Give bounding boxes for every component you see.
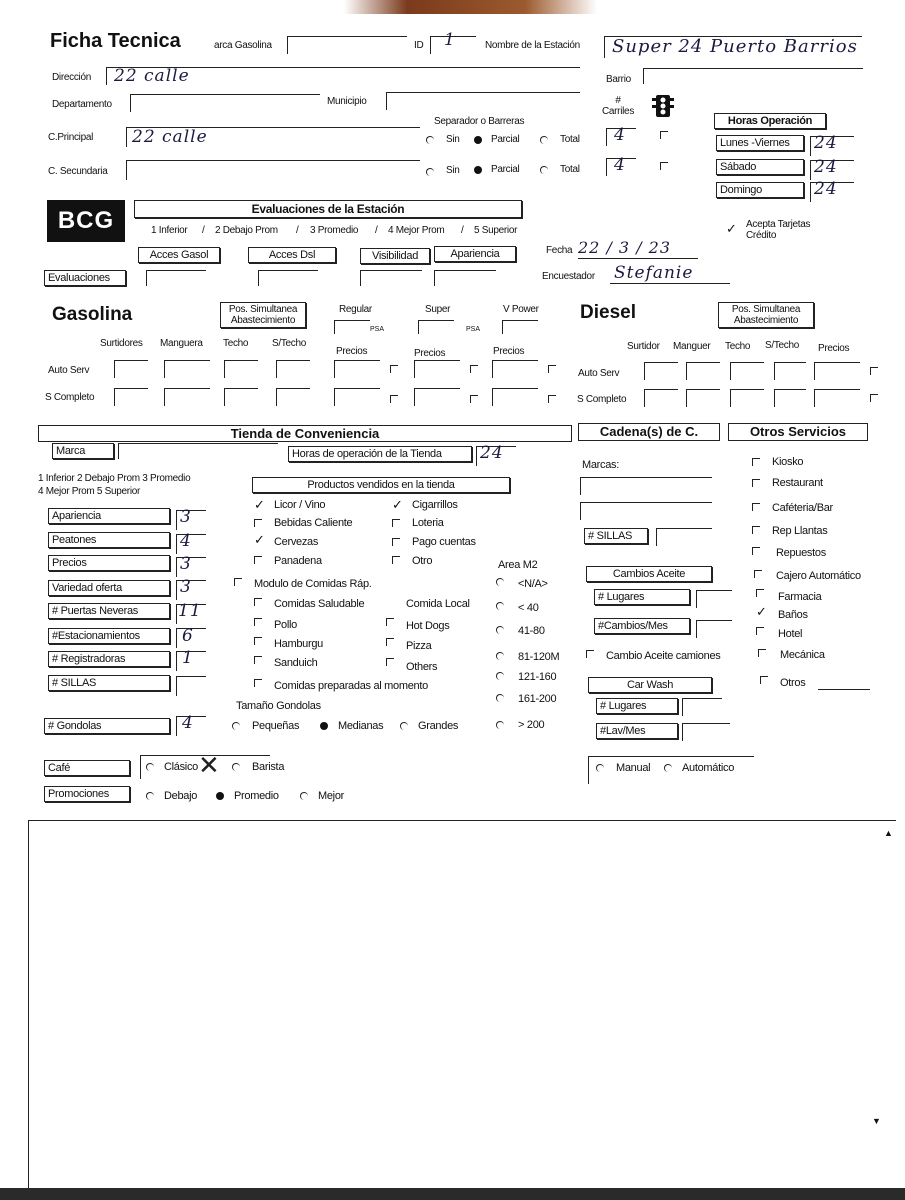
- gas-sc-techo[interactable]: [224, 388, 258, 406]
- principal-sin-label: Sin: [446, 134, 460, 145]
- traffic-light-icon: [652, 94, 674, 118]
- bebidas-checkbox[interactable]: [254, 519, 262, 527]
- area-161-200-label: 161-200: [518, 693, 557, 705]
- cambios-mes-field[interactable]: [696, 620, 732, 638]
- comida-local-label: Comida Local: [406, 598, 470, 610]
- mecanica-checkbox[interactable]: [758, 649, 766, 657]
- farmacia-label: Farmacia: [778, 591, 822, 603]
- area-41-80-radio[interactable]: [496, 626, 504, 634]
- cadena-sillas-label: # SILLAS: [584, 528, 648, 544]
- diesel-col-surtidor: Surtidor: [627, 341, 660, 352]
- banos-check-icon[interactable]: ✓: [756, 604, 767, 619]
- rating-variedad-value: 3: [180, 577, 192, 597]
- eval-scale-4: 4 Mejor Prom: [388, 225, 445, 236]
- cambios-aceite-title: Cambios Aceite: [586, 566, 712, 582]
- kiosko-checkbox[interactable]: [752, 458, 760, 466]
- diesel-auto-stecho[interactable]: [774, 362, 806, 380]
- hotel-label: Hotel: [778, 628, 803, 640]
- apariencia-button[interactable]: Apariencia: [434, 246, 516, 262]
- gas-auto-vpower-checkbox[interactable]: [548, 365, 556, 373]
- panadena-label: Panadena: [274, 555, 322, 567]
- principal-sin-radio[interactable]: [426, 136, 434, 144]
- gas-sc-surtidores[interactable]: [114, 388, 148, 406]
- fecha-label: Fecha: [546, 245, 573, 256]
- gondola-grandes-label: Grandes: [418, 720, 459, 732]
- tamano-gondolas-label: Tamaño Gondolas: [236, 700, 321, 712]
- carriles-label: # Carriles: [601, 95, 635, 117]
- acces-dsl-button[interactable]: Acces Dsl: [248, 247, 336, 263]
- area-200-label: > 200: [518, 719, 545, 731]
- super-price-field[interactable]: [418, 320, 454, 334]
- cadena-sillas-field[interactable]: [656, 528, 712, 546]
- carriles-secundaria-value: 4: [614, 155, 626, 175]
- diesel-auto-surtidor[interactable]: [644, 362, 678, 380]
- sanduich-checkbox[interactable]: [254, 656, 262, 664]
- diesel-col-manguer: Manguer: [673, 341, 711, 352]
- gondola-grandes-radio[interactable]: [400, 722, 408, 730]
- promo-mejor-label: Mejor: [318, 790, 345, 802]
- departamento-field[interactable]: [130, 94, 320, 112]
- diesel-s-completo-label: S Completo: [577, 394, 627, 405]
- cadena-section-title: Cadena(s) de C.: [578, 423, 720, 441]
- pollo-checkbox[interactable]: [254, 618, 262, 626]
- diesel-col-precios: Precios: [818, 343, 850, 354]
- cafe-barista-label: Barista: [252, 761, 285, 773]
- otros-label: Otros: [780, 677, 806, 689]
- gas-sc-vpower-checkbox[interactable]: [548, 395, 556, 403]
- gas-auto-regular[interactable]: [334, 360, 380, 378]
- gondola-medianas-label: Medianas: [338, 720, 384, 732]
- horas-lunes-label: Lunes -Viernes: [716, 135, 804, 151]
- rating-peatones-label: Peatones: [48, 532, 170, 548]
- otros-servicios-title: Otros Servicios: [728, 423, 868, 441]
- acces-gasol-button[interactable]: Acces Gasol: [138, 247, 220, 263]
- cafeteria-label: Caféteria/Bar: [772, 502, 833, 514]
- banos-label: Baños: [778, 609, 808, 621]
- car-wash-title: Car Wash: [588, 677, 712, 693]
- cajero-checkbox[interactable]: [754, 570, 762, 578]
- diesel-sc-precio[interactable]: [814, 389, 860, 407]
- area-81-120-label: 81-120M: [518, 651, 560, 663]
- rep-llantas-checkbox[interactable]: [752, 526, 760, 534]
- diesel-sc-manguer[interactable]: [686, 389, 720, 407]
- rating-registradoras-label: # Registradoras: [48, 651, 170, 667]
- cafe-clasico-label: Clásico: [164, 761, 198, 773]
- precios-vpower: Precios: [493, 346, 525, 357]
- diesel-title: Diesel: [580, 302, 636, 323]
- photo-bottom-edge: [0, 1188, 905, 1200]
- direccion-label: Dirección: [52, 72, 91, 83]
- gondola-medianas-radio[interactable]: [320, 722, 328, 730]
- acepta-tarjetas-label: Acepta Tarjetas Crédito: [746, 219, 811, 241]
- secundaria-parcial-label: Parcial: [491, 164, 520, 175]
- regular-price-field[interactable]: [334, 320, 370, 334]
- fecha-value: 22 / 3 / 23: [578, 238, 672, 257]
- comidas-saludable-label: Comidas Saludable: [274, 598, 365, 610]
- principal-parcial-radio[interactable]: [474, 136, 482, 144]
- gas-sc-stecho[interactable]: [276, 388, 310, 406]
- diesel-sc-surtidor[interactable]: [644, 389, 678, 407]
- rating-precios-label: Precios: [48, 555, 170, 571]
- tienda-scale-line1: 1 Inferior 2 Debajo Prom 3 Promedio: [38, 473, 191, 484]
- gas-auto-manguera[interactable]: [164, 360, 210, 378]
- sanduich-label: Sanduich: [274, 657, 318, 669]
- secundaria-total-label: Total: [560, 164, 580, 175]
- area-200-radio[interactable]: [496, 721, 504, 729]
- gas-sc-manguera[interactable]: [164, 388, 210, 406]
- diesel-sc-checkbox[interactable]: [870, 394, 878, 402]
- precios-super: Precios: [414, 348, 446, 359]
- nombre-estacion-value: Super 24 Puerto Barrios: [612, 36, 858, 57]
- cambio-camiones-label: Cambio Aceite camiones: [606, 650, 721, 662]
- area-81-120-radio[interactable]: [496, 652, 504, 660]
- area-na-radio[interactable]: [496, 578, 504, 586]
- productos-title: Productos vendidos en la tienda: [252, 477, 510, 493]
- horas-domingo-value: 24: [814, 179, 838, 199]
- gondolas-label: # Gondolas: [44, 718, 170, 734]
- comidas-preparadas-checkbox[interactable]: [254, 679, 262, 687]
- secundaria-total-radio[interactable]: [540, 166, 548, 174]
- hot-dogs-label: Hot Dogs: [406, 620, 450, 632]
- otro-label: Otro: [412, 555, 433, 567]
- horas-lunes-value: 24: [814, 133, 838, 153]
- encuestador-value: Stefanie: [614, 263, 694, 283]
- psa-label-2: PSA: [466, 326, 481, 333]
- diesel-col-techo: Techo: [725, 341, 751, 352]
- bcg-logo: BCG: [47, 200, 125, 242]
- promo-mejor-radio[interactable]: [300, 792, 308, 800]
- eval-scale-3: 3 Promedio: [310, 225, 359, 236]
- cafe-clasico-radio[interactable]: [146, 763, 154, 771]
- carwash-automatico-label: Automático: [682, 762, 735, 774]
- scroll-up-icon[interactable]: ▲: [884, 828, 893, 838]
- rep-llantas-label: Rep Llantas: [772, 525, 828, 537]
- col-stecho: S/Techo: [272, 338, 307, 349]
- cervezas-label: Cervezas: [274, 536, 319, 548]
- principal-total-radio[interactable]: [540, 136, 548, 144]
- tienda-horas-value: 24: [480, 443, 504, 463]
- eval-scale-5: 5 Superior: [474, 225, 518, 236]
- eval-visibilidad-field[interactable]: [360, 270, 422, 286]
- cambio-camiones-checkbox[interactable]: [586, 650, 594, 658]
- otros-line: [818, 689, 870, 690]
- rating-peatones-value: 4: [180, 531, 192, 551]
- c-secundaria-field[interactable]: [126, 160, 420, 180]
- gasolina-title: Gasolina: [52, 304, 133, 325]
- diesel-auto-manguer[interactable]: [686, 362, 720, 380]
- horas-operacion-title: Horas Operación: [714, 113, 826, 129]
- tienda-marca-field[interactable]: [118, 443, 278, 459]
- area-40-radio[interactable]: [496, 602, 504, 610]
- diesel-auto-techo[interactable]: [730, 362, 764, 380]
- col-surtidores: Surtidores: [100, 338, 143, 349]
- comidas-preparadas-label: Comidas preparadas al momento: [274, 680, 428, 692]
- form-title: Ficha Tecnica: [50, 30, 181, 52]
- rating-registradoras-value: 1: [182, 648, 194, 668]
- tienda-marca-label: Marca: [52, 443, 114, 459]
- psa-label-1: PSA: [370, 326, 385, 333]
- hamburgu-checkbox[interactable]: [254, 637, 262, 645]
- departamento-label: Departamento: [52, 99, 112, 110]
- gas-auto-serv-label: Auto Serv: [48, 365, 90, 376]
- mecanica-label: Mecánica: [780, 649, 825, 661]
- municipio-field[interactable]: [386, 92, 580, 110]
- secundaria-parcial-radio[interactable]: [474, 166, 482, 174]
- cervezas-check-icon[interactable]: ✓: [254, 532, 265, 547]
- eval-acces-dsl-field[interactable]: [258, 270, 318, 286]
- gas-auto-super[interactable]: [414, 360, 460, 378]
- secundaria-flag-checkbox[interactable]: [660, 162, 668, 170]
- horas-domingo-label: Domingo: [716, 182, 804, 198]
- otro-checkbox[interactable]: [392, 556, 400, 564]
- c-principal-value: 22 calle: [132, 127, 208, 147]
- cafeteria-checkbox[interactable]: [752, 503, 760, 511]
- principal-total-label: Total: [560, 134, 580, 145]
- direccion-value: 22 calle: [114, 66, 190, 86]
- gas-auto-surtidores[interactable]: [114, 360, 148, 378]
- principal-flag-checkbox[interactable]: [660, 131, 668, 139]
- carwash-manual-radio[interactable]: [596, 764, 604, 772]
- gondola-pequenas-label: Pequeñas: [252, 720, 300, 732]
- horas-sabado-label: Sábado: [716, 159, 804, 175]
- area-161-200-radio[interactable]: [496, 694, 504, 702]
- col-techo: Techo: [223, 338, 249, 349]
- municipio-label: Municipio: [327, 96, 367, 107]
- gas-auto-regular-checkbox[interactable]: [390, 365, 398, 373]
- c-secundaria-label: C. Secundaria: [48, 166, 108, 177]
- gasolina-pos-simultanea: Pos. Simultanea Abastecimiento: [220, 302, 306, 328]
- diesel-auto-checkbox[interactable]: [870, 367, 878, 375]
- eval-apariencia-field[interactable]: [434, 270, 496, 286]
- diesel-sc-stecho[interactable]: [774, 389, 806, 407]
- comidas-saludable-checkbox[interactable]: [254, 598, 262, 606]
- diesel-pos-simultanea: Pos. Simultanea Abastecimiento: [718, 302, 814, 328]
- licor-label: Licor / Vino: [274, 499, 326, 511]
- tienda-section-title: Tienda de Conveniencia: [38, 425, 572, 442]
- promo-debajo-label: Debajo: [164, 790, 198, 802]
- gas-auto-vpower[interactable]: [492, 360, 538, 378]
- restaurant-checkbox[interactable]: [752, 479, 760, 487]
- scroll-down-icon[interactable]: ▼: [872, 1116, 881, 1126]
- principal-parcial-label: Parcial: [491, 134, 520, 145]
- repuestos-checkbox[interactable]: [752, 547, 760, 555]
- marca-gasolina-field[interactable]: [287, 36, 407, 54]
- eval-scale-2: 2 Debajo Prom: [215, 225, 278, 236]
- hotel-checkbox[interactable]: [756, 627, 764, 635]
- gondolas-value: 4: [182, 713, 194, 733]
- rating-estacionamientos-value: 6: [182, 626, 194, 646]
- carwash-manual-label: Manual: [616, 762, 651, 774]
- precios-regular: Precios: [336, 346, 368, 357]
- secundaria-sin-radio[interactable]: [426, 168, 434, 176]
- diesel-col-stecho: S/Techo: [765, 340, 800, 351]
- loteria-checkbox[interactable]: [392, 519, 400, 527]
- diesel-auto-serv-label: Auto Serv: [578, 368, 620, 379]
- cigarrillos-check-icon[interactable]: ✓: [392, 497, 403, 512]
- rating-sillas-field[interactable]: [176, 676, 206, 696]
- horas-sabado-value: 24: [814, 157, 838, 177]
- rating-variedad-label: Variedad oferta: [48, 580, 170, 596]
- c-principal-label: C.Principal: [48, 132, 94, 143]
- fuel-regular-label: Regular: [339, 304, 372, 315]
- tienda-scale-line2: 4 Mejor Prom 5 Superior: [38, 486, 141, 497]
- promo-promedio-radio[interactable]: [216, 792, 224, 800]
- carriles-principal-value: 4: [614, 125, 626, 145]
- kiosko-label: Kiosko: [772, 456, 804, 468]
- diesel-auto-precio[interactable]: [814, 362, 860, 380]
- gas-sc-vpower[interactable]: [492, 388, 538, 406]
- pago-cuentas-checkbox[interactable]: [392, 538, 400, 546]
- marcas-label: Marcas:: [582, 459, 620, 471]
- carwash-lugares-field[interactable]: [682, 698, 722, 716]
- gas-auto-techo[interactable]: [224, 360, 258, 378]
- eval-scale-1: 1 Inferior: [151, 225, 188, 236]
- aceite-lugares-field[interactable]: [696, 590, 732, 608]
- col-manguera: Manguera: [160, 338, 203, 349]
- carwash-lugares-label: # Lugares: [596, 698, 678, 714]
- gas-sc-regular-checkbox[interactable]: [390, 395, 398, 403]
- modulo-comidas-label: Modulo de Comidas Ráp.: [254, 578, 372, 590]
- fuel-super-label: Super: [425, 304, 451, 315]
- gas-s-completo-label: S Completo: [45, 392, 95, 403]
- bebidas-label: Bebidas Caliente: [274, 517, 353, 529]
- pago-cuentas-label: Pago cuentas: [412, 536, 476, 548]
- area-41-80-label: 41-80: [518, 625, 545, 637]
- area-121-160-radio[interactable]: [496, 672, 504, 680]
- evaluaciones-title: Evaluaciones de la Estación: [134, 200, 522, 218]
- pizza-label: Pizza: [406, 640, 432, 652]
- cambios-mes-label: #Cambios/Mes: [594, 618, 690, 634]
- hamburgu-label: Hamburgu: [274, 638, 323, 650]
- aceite-lugares-label: # Lugares: [594, 589, 690, 605]
- marcas-field-1[interactable]: [580, 477, 712, 495]
- vpower-price-field[interactable]: [502, 320, 538, 334]
- repuestos-label: Repuestos: [776, 547, 826, 559]
- otros-checkbox[interactable]: [760, 676, 768, 684]
- gas-auto-stecho[interactable]: [276, 360, 310, 378]
- pizza-checkbox[interactable]: [386, 638, 394, 646]
- rating-estacionamientos-label: #Estacionamientos: [48, 628, 170, 644]
- fuel-vpower-label: V Power: [503, 304, 539, 315]
- lav-mes-field[interactable]: [682, 723, 730, 741]
- carwash-automatico-radio[interactable]: [664, 764, 672, 772]
- separador-label: Separador o Barreras: [434, 116, 525, 127]
- panadena-checkbox[interactable]: [254, 556, 262, 564]
- others-checkbox[interactable]: [386, 658, 394, 666]
- cigarrillos-label: Cigarrillos: [412, 499, 458, 511]
- photo-top-edge: [0, 0, 905, 14]
- secundaria-sin-label: Sin: [446, 165, 460, 176]
- notes-area[interactable]: [28, 820, 896, 1192]
- id-value: 1: [444, 30, 456, 50]
- rating-puertas-label: # Puertas Neveras: [48, 603, 170, 619]
- hot-dogs-checkbox[interactable]: [386, 618, 394, 626]
- rating-sillas-label: # SILLAS: [48, 675, 170, 691]
- area-40-label: < 40: [518, 602, 539, 614]
- gas-sc-regular[interactable]: [334, 388, 380, 406]
- area-na-label: <N/A>: [518, 578, 548, 590]
- cafe-label: Café: [44, 760, 130, 776]
- diesel-sc-techo[interactable]: [730, 389, 764, 407]
- rating-puertas-value: 11: [178, 601, 202, 621]
- gas-auto-super-checkbox[interactable]: [470, 365, 478, 373]
- area-label: Area M2: [498, 559, 538, 571]
- licor-check-icon[interactable]: ✓: [254, 497, 265, 512]
- barrio-label: Barrio: [606, 74, 631, 85]
- gondola-pequenas-radio[interactable]: [232, 722, 240, 730]
- encuestador-label: Encuestador: [542, 271, 595, 282]
- rating-apariencia-value: 3: [180, 507, 192, 527]
- rating-apariencia-label: Apariencia: [48, 508, 170, 524]
- gas-sc-super-checkbox[interactable]: [470, 395, 478, 403]
- promo-promedio-label: Promedio: [234, 790, 279, 802]
- id-label: ID: [414, 40, 424, 51]
- marcas-field-2[interactable]: [580, 502, 712, 520]
- evaluaciones-side-label: Evaluaciones: [44, 270, 126, 286]
- modulo-comidas-checkbox[interactable]: [234, 578, 242, 586]
- barrio-field[interactable]: [643, 68, 863, 84]
- visibilidad-button[interactable]: Visibilidad: [360, 248, 430, 264]
- acepta-tarjetas-check-icon[interactable]: ✓: [726, 221, 737, 236]
- farmacia-checkbox[interactable]: [756, 589, 764, 597]
- restaurant-label: Restaurant: [772, 477, 823, 489]
- cajero-label: Cajero Automático: [776, 570, 861, 582]
- gas-sc-super[interactable]: [414, 388, 460, 406]
- tienda-horas-label: Horas de operación de la Tienda: [288, 446, 472, 462]
- nombre-estacion-label: Nombre de la Estación: [485, 40, 580, 51]
- promo-debajo-radio[interactable]: [146, 792, 154, 800]
- marca-gasolina-label: arca Gasolina: [214, 40, 272, 51]
- cross-mark-icon: ✕: [198, 750, 220, 780]
- pollo-label: Pollo: [274, 619, 297, 631]
- promociones-label: Promociones: [44, 786, 130, 802]
- cafe-barista-radio[interactable]: [232, 763, 240, 771]
- loteria-label: Loteria: [412, 517, 444, 529]
- lav-mes-label: #Lav/Mes: [596, 723, 678, 739]
- others-label: Others: [406, 661, 438, 673]
- eval-acces-gasol-field[interactable]: [146, 270, 206, 286]
- area-121-160-label: 121-160: [518, 671, 557, 683]
- rating-precios-value: 3: [180, 554, 192, 574]
